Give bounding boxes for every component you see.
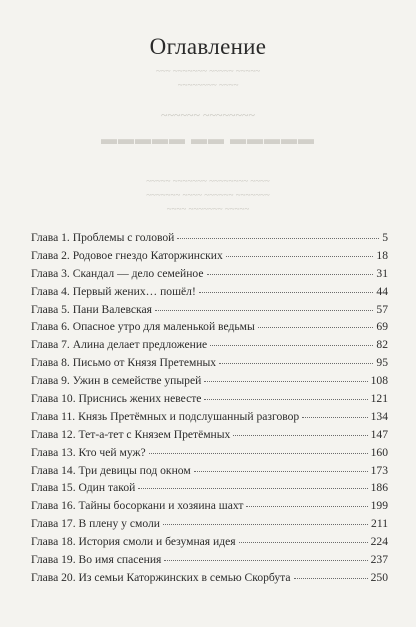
bleed-through-line: ~~~~~~ ~~~~~~~~ (161, 108, 255, 122)
bleed-through-line: ~~~~~ ~~~~~~~ ~~~~~~~~ ~~~~ (146, 176, 270, 186)
page-number: 95 (376, 356, 388, 370)
dot-leader (204, 371, 367, 382)
page-number: 134 (370, 409, 388, 423)
dot-leader (294, 567, 368, 578)
chapter-title: Глава 12. Тет-а-тет с Князем Претёмных (31, 427, 231, 441)
page-number: 5 (382, 231, 388, 244)
bleed-through-line: ▬▬▬▬▬ ▬▬ ▬▬▬▬▬ (101, 131, 315, 148)
toc-entry[interactable] (31, 462, 388, 480)
chapter-title: Глава 16. Тайны босоркани и хозяина шахт (31, 499, 244, 513)
dot-leader (204, 389, 367, 400)
chapter-title: Глава 15. Один такой (31, 481, 136, 495)
page-number: 147 (370, 427, 388, 441)
toc-entry[interactable] (31, 390, 388, 408)
dot-leader (155, 299, 373, 310)
toc-entry[interactable] (31, 444, 388, 462)
dot-leader (219, 353, 373, 364)
chapter-title: Глава 11. Князь Претёмных и подслушанный разговор (31, 409, 300, 423)
chapter-title: Глава 18. История смоли и безумная идея (31, 535, 236, 549)
toc-entry[interactable] (31, 408, 388, 426)
table-of-contents (31, 229, 388, 587)
toc-entry[interactable] (31, 318, 388, 336)
dot-leader (258, 317, 374, 328)
chapter-title: Глава 17. В плену у смоли (31, 517, 160, 531)
chapter-title: Глава 7. Алина делает предложение (31, 338, 208, 352)
chapter-title: Глава 2. Родовое гнездо Каторжинских (31, 248, 223, 262)
page-number: 160 (370, 445, 388, 459)
toc-entry[interactable] (31, 426, 388, 444)
dot-leader (239, 532, 368, 543)
dot-leader (302, 406, 367, 417)
page-number: 199 (370, 499, 388, 513)
page-number: 44 (376, 284, 388, 298)
toc-entry[interactable] (31, 533, 388, 551)
page-number: 31 (376, 266, 388, 280)
chapter-title: Глава 10. Приснись жених невесте (31, 392, 202, 406)
chapter-title: Глава 5. Пани Валевская (31, 302, 152, 316)
chapter-title: Глава 6. Опасное утро для маленькой ведьмы (31, 320, 255, 334)
dot-leader (149, 442, 368, 453)
dot-leader (194, 460, 368, 471)
toc-entry[interactable] (31, 229, 388, 247)
dot-leader (199, 281, 374, 292)
chapter-title: Глава 8. Письмо от Князя Претемных (31, 356, 217, 370)
chapter-title: Глава 1. Проблемы с головой (31, 231, 175, 244)
toc-entry[interactable] (31, 372, 388, 390)
page-number: 108 (370, 374, 388, 388)
toc-entry[interactable] (31, 301, 388, 319)
dot-leader (164, 550, 367, 561)
page-number: 69 (376, 320, 388, 334)
page-number: 173 (370, 463, 388, 477)
toc-entry[interactable] (31, 515, 388, 533)
toc-entry[interactable] (31, 551, 388, 569)
page-number: 250 (370, 570, 388, 584)
toc-entry[interactable] (31, 283, 388, 301)
toc-entry[interactable] (31, 569, 388, 587)
dot-leader (210, 335, 373, 346)
toc-entry[interactable] (31, 497, 388, 515)
toc-entry[interactable] (31, 479, 388, 497)
page-number: 57 (376, 302, 388, 316)
page-number: 186 (370, 481, 388, 495)
chapter-title: Глава 14. Три девицы под окном (31, 463, 191, 477)
page-title: Оглавление (149, 34, 267, 59)
chapter-title: Глава 19. Во имя спасения (31, 553, 162, 567)
page-number: 237 (370, 553, 388, 567)
dot-leader (233, 424, 367, 435)
dot-leader (246, 496, 367, 507)
dot-leader (226, 245, 374, 256)
toc-entry[interactable] (31, 354, 388, 372)
bleed-through-line: ~~~~~~~~ ~~~~ (177, 80, 239, 90)
page-number: 82 (376, 338, 388, 352)
dot-leader (138, 478, 367, 489)
dot-leader (177, 228, 379, 239)
bleed-through-line: ~~~~ ~~~~~~~ ~~~~~ (166, 204, 250, 214)
bleed-through-line: ~~~ ~~~~~~~ ~~~~~ ~~~~~ (155, 66, 261, 76)
bleed-through-line: ~~~~~~~ ~~~~ ~~~~~~ ~~~~~~~ (146, 190, 270, 200)
page-number: 18 (376, 248, 388, 262)
chapter-title: Глава 4. Первый жених… пошёл! (31, 284, 196, 298)
toc-entry[interactable] (31, 336, 388, 354)
chapter-title: Глава 3. Скандал — дело семейное (31, 266, 204, 280)
page-number: 224 (370, 535, 388, 549)
dot-leader (207, 263, 374, 274)
toc-entry[interactable] (31, 247, 388, 265)
page-number: 211 (371, 517, 388, 531)
chapter-title: Глава 20. Из семьи Каторжинских в семью Скорбута (31, 570, 291, 584)
dot-leader (163, 514, 368, 525)
chapter-title: Глава 13. Кто чей муж? (31, 445, 146, 459)
chapter-title: Глава 9. Ужин в семействе упырей (31, 374, 202, 388)
page-number: 121 (370, 392, 388, 406)
toc-entry[interactable] (31, 265, 388, 283)
